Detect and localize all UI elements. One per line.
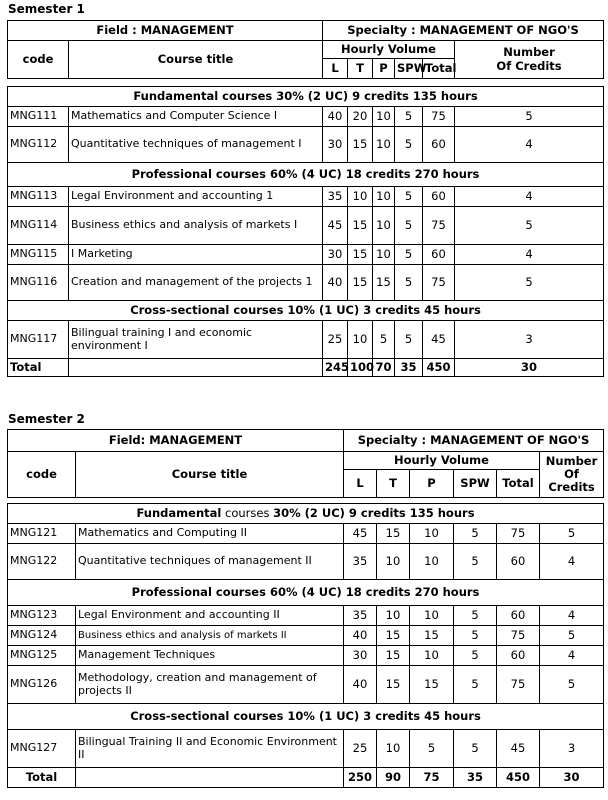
cell-credits: 4: [455, 187, 604, 207]
table-row: [8, 207, 604, 245]
field-label: Field : MANAGEMENT: [8, 21, 323, 41]
semester-2-table: [7, 429, 604, 788]
semester-1-table: [7, 20, 604, 377]
cell-t: 10: [348, 187, 373, 207]
course-title: Bilingual Training II and Economic Environment II: [76, 730, 344, 768]
course-code: MNG114: [8, 207, 69, 245]
cell-l: 40: [344, 666, 377, 704]
cell-p: 10: [373, 187, 395, 207]
course-title: Mathematics and Computer Science I: [69, 107, 323, 127]
cell-l: 40: [323, 265, 348, 301]
cell-credits: 3: [540, 730, 604, 768]
cell-t: 15: [348, 245, 373, 265]
cell-p: 15: [373, 265, 395, 301]
cell-total: 60: [497, 606, 540, 626]
total-total: 450: [497, 768, 540, 788]
cell-spw: 5: [454, 606, 497, 626]
course-code: MNG124: [8, 626, 76, 646]
cell-credits: 5: [455, 207, 604, 245]
total-p: 75: [410, 768, 454, 788]
course-title: Legal Environment and accounting 1: [69, 187, 323, 207]
course-code: MNG111: [8, 107, 69, 127]
table-row: [8, 187, 604, 207]
cell-l: 30: [323, 245, 348, 265]
cell-t: 15: [377, 626, 410, 646]
cell-total: 75: [423, 207, 455, 245]
cell-t: 15: [348, 207, 373, 245]
total-header: Total: [423, 59, 455, 79]
cell-l: 25: [323, 321, 348, 359]
cell-p: 15: [410, 626, 454, 646]
semester-2-title: Semester 2: [8, 412, 85, 426]
cell-credits: 5: [455, 265, 604, 301]
cell-l: 40: [323, 107, 348, 127]
cell-t: 20: [348, 107, 373, 127]
table-row: [8, 321, 604, 359]
cell-spw: 5: [395, 127, 423, 163]
cell-l: 30: [323, 127, 348, 163]
course-title: Quantitative techniques of management I: [69, 127, 323, 163]
cell-spw: 5: [454, 730, 497, 768]
spw-header: SPW: [395, 59, 423, 79]
course-title-header: Course title: [76, 452, 344, 498]
cell-spw: 5: [395, 245, 423, 265]
cell-p: 10: [410, 544, 454, 580]
cell-spw: 5: [395, 187, 423, 207]
course-code: MNG125: [8, 646, 76, 666]
total-label: Total: [8, 768, 76, 788]
table-row: [8, 544, 604, 580]
cell-p: 10: [410, 606, 454, 626]
total-label: Total: [8, 359, 69, 377]
cell-credits: 5: [540, 666, 604, 704]
cell-total: 75: [423, 265, 455, 301]
course-title: Bilingual training I and economic environment I: [69, 321, 323, 359]
l-header: L: [344, 470, 377, 498]
cell-total: 75: [497, 666, 540, 704]
cell-p: 10: [410, 646, 454, 666]
cell-total: 60: [423, 127, 455, 163]
cell-total: 60: [423, 245, 455, 265]
credits-header-line1: Number: [503, 45, 555, 60]
course-title: Mathematics and Computing II: [76, 524, 344, 544]
section-fundamental-bold-1: Fundamental: [136, 505, 222, 520]
table-row: [8, 524, 604, 544]
table-row: [8, 107, 604, 127]
cell-l: 25: [344, 730, 377, 768]
t-header: T: [377, 470, 410, 498]
table-row: [8, 265, 604, 301]
header-row: [8, 21, 604, 41]
cell-total: 60: [497, 646, 540, 666]
credits-header-line2: Of Credits: [496, 58, 562, 73]
total-spw: 35: [395, 359, 423, 377]
total-empty: [69, 359, 323, 377]
course-code: MNG123: [8, 606, 76, 626]
section-cross-sectional: Cross-sectional courses 10% (1 UC) 3 credits 45 hours: [8, 704, 604, 730]
section-professional: Professional courses 60% (4 UC) 18 credits 270 hours: [8, 163, 604, 187]
credits-header: [455, 41, 604, 79]
cell-spw: 5: [395, 265, 423, 301]
l-header: L: [323, 59, 348, 79]
cell-credits: 4: [455, 127, 604, 163]
hourly-volume-header: Hourly Volume: [323, 41, 455, 59]
cell-p: 5: [410, 730, 454, 768]
cell-credits: 4: [540, 646, 604, 666]
cell-total: 45: [497, 730, 540, 768]
cell-t: 10: [348, 321, 373, 359]
section-fundamental-normal: courses: [221, 505, 274, 520]
section-cross-sectional: Cross-sectional courses 10% (1 UC) 3 credits 45 hours: [8, 301, 604, 321]
cell-p: 15: [410, 666, 454, 704]
course-code: MNG113: [8, 187, 69, 207]
cell-spw: 5: [395, 321, 423, 359]
code-header: code: [8, 41, 69, 79]
table-row: [8, 606, 604, 626]
cell-spw: 5: [395, 107, 423, 127]
cell-spw: 5: [454, 646, 497, 666]
total-total: 450: [423, 359, 455, 377]
cell-credits: 5: [540, 524, 604, 544]
specialty-label: Specialty : MANAGEMENT OF NGO'S: [323, 21, 604, 41]
total-credits: 30: [455, 359, 604, 377]
total-spw: 35: [454, 768, 497, 788]
course-title-header: Course title: [69, 41, 323, 79]
course-title: Business ethics and analysis of markets I: [69, 207, 323, 245]
cell-spw: 5: [454, 524, 497, 544]
header-row: [8, 430, 604, 452]
cell-t: 15: [348, 265, 373, 301]
cell-credits: 4: [540, 544, 604, 580]
cell-credits: 5: [540, 626, 604, 646]
course-code: MNG121: [8, 524, 76, 544]
course-code: MNG117: [8, 321, 69, 359]
hourly-volume-header: Hourly Volume: [344, 452, 540, 470]
cell-p: 10: [373, 245, 395, 265]
cell-credits: 4: [540, 606, 604, 626]
credits-header-line2: Of: [564, 466, 579, 481]
code-header: code: [8, 452, 76, 498]
course-title: Legal Environment and accounting II: [76, 606, 344, 626]
cell-t: 15: [377, 666, 410, 704]
cell-l: 45: [344, 524, 377, 544]
credits-header: [540, 452, 604, 498]
spw-header: SPW: [454, 470, 497, 498]
total-t: 100: [348, 359, 373, 377]
table-row: [8, 127, 604, 163]
cell-t: 10: [377, 606, 410, 626]
cell-spw: 5: [454, 666, 497, 704]
cell-l: 35: [323, 187, 348, 207]
cell-total: 45: [423, 321, 455, 359]
section-fundamental: Fundamental courses 30% (2 UC) 9 credits 135 hours: [8, 87, 604, 107]
total-header: Total: [497, 470, 540, 498]
table-row: [8, 730, 604, 768]
cell-l: 35: [344, 544, 377, 580]
section-professional: Professional courses 60% (4 UC) 18 credits 270 hours: [8, 580, 604, 606]
cell-spw: 5: [395, 207, 423, 245]
cell-total: 60: [423, 187, 455, 207]
t-header: T: [348, 59, 373, 79]
semester-1-title: Semester 1: [8, 2, 85, 16]
total-row: [8, 768, 604, 788]
course-title: Creation and management of the projects 1: [69, 265, 323, 301]
cell-t: 10: [377, 544, 410, 580]
table-row: [8, 626, 604, 646]
cell-spw: 5: [454, 626, 497, 646]
cell-t: 15: [348, 127, 373, 163]
course-title: Management Techniques: [76, 646, 344, 666]
section-fundamental-bold-2: 30% (2 UC) 9 credits 135 hours: [273, 505, 475, 520]
p-header: P: [373, 59, 395, 79]
cell-p: 10: [410, 524, 454, 544]
section-fundamental: [8, 504, 604, 524]
header-row: [8, 41, 604, 59]
table-row: [8, 646, 604, 666]
cell-l: 45: [323, 207, 348, 245]
cell-l: 35: [344, 606, 377, 626]
credits-header-line3: Credits: [548, 480, 595, 495]
cell-total: 75: [423, 107, 455, 127]
total-empty: [76, 768, 344, 788]
course-code: MNG126: [8, 666, 76, 704]
cell-p: 10: [373, 127, 395, 163]
total-t: 90: [377, 768, 410, 788]
course-title: Quantitative techniques of management II: [76, 544, 344, 580]
total-credits: 30: [540, 768, 604, 788]
course-code: MNG122: [8, 544, 76, 580]
cell-total: 75: [497, 626, 540, 646]
total-l: 250: [344, 768, 377, 788]
credits-header-line1: Number: [545, 453, 598, 468]
cell-l: 40: [344, 626, 377, 646]
cell-p: 10: [373, 107, 395, 127]
specialty-label: Specialty : MANAGEMENT OF NGO'S: [344, 430, 604, 452]
cell-credits: 5: [455, 107, 604, 127]
table-row: [8, 666, 604, 704]
total-l: 245: [323, 359, 348, 377]
cell-t: 15: [377, 646, 410, 666]
header-row: [8, 452, 604, 470]
cell-total: 75: [497, 524, 540, 544]
cell-p: 5: [373, 321, 395, 359]
total-row: [8, 359, 604, 377]
cell-t: 10: [377, 730, 410, 768]
course-title: Methodology, creation and management of projects II: [76, 666, 344, 704]
course-title: Business ethics and analysis of markets II: [76, 626, 344, 646]
cell-credits: 3: [455, 321, 604, 359]
table-row: [8, 245, 604, 265]
cell-credits: 4: [455, 245, 604, 265]
course-code: MNG115: [8, 245, 69, 265]
field-label: Field: MANAGEMENT: [8, 430, 344, 452]
cell-total: 60: [497, 544, 540, 580]
cell-p: 10: [373, 207, 395, 245]
course-code: MNG116: [8, 265, 69, 301]
p-header: P: [410, 470, 454, 498]
cell-l: 30: [344, 646, 377, 666]
total-p: 70: [373, 359, 395, 377]
course-code: MNG112: [8, 127, 69, 163]
cell-spw: 5: [454, 544, 497, 580]
course-title: I Marketing: [69, 245, 323, 265]
cell-t: 15: [377, 524, 410, 544]
spacer: [8, 79, 604, 87]
course-code: MNG127: [8, 730, 76, 768]
